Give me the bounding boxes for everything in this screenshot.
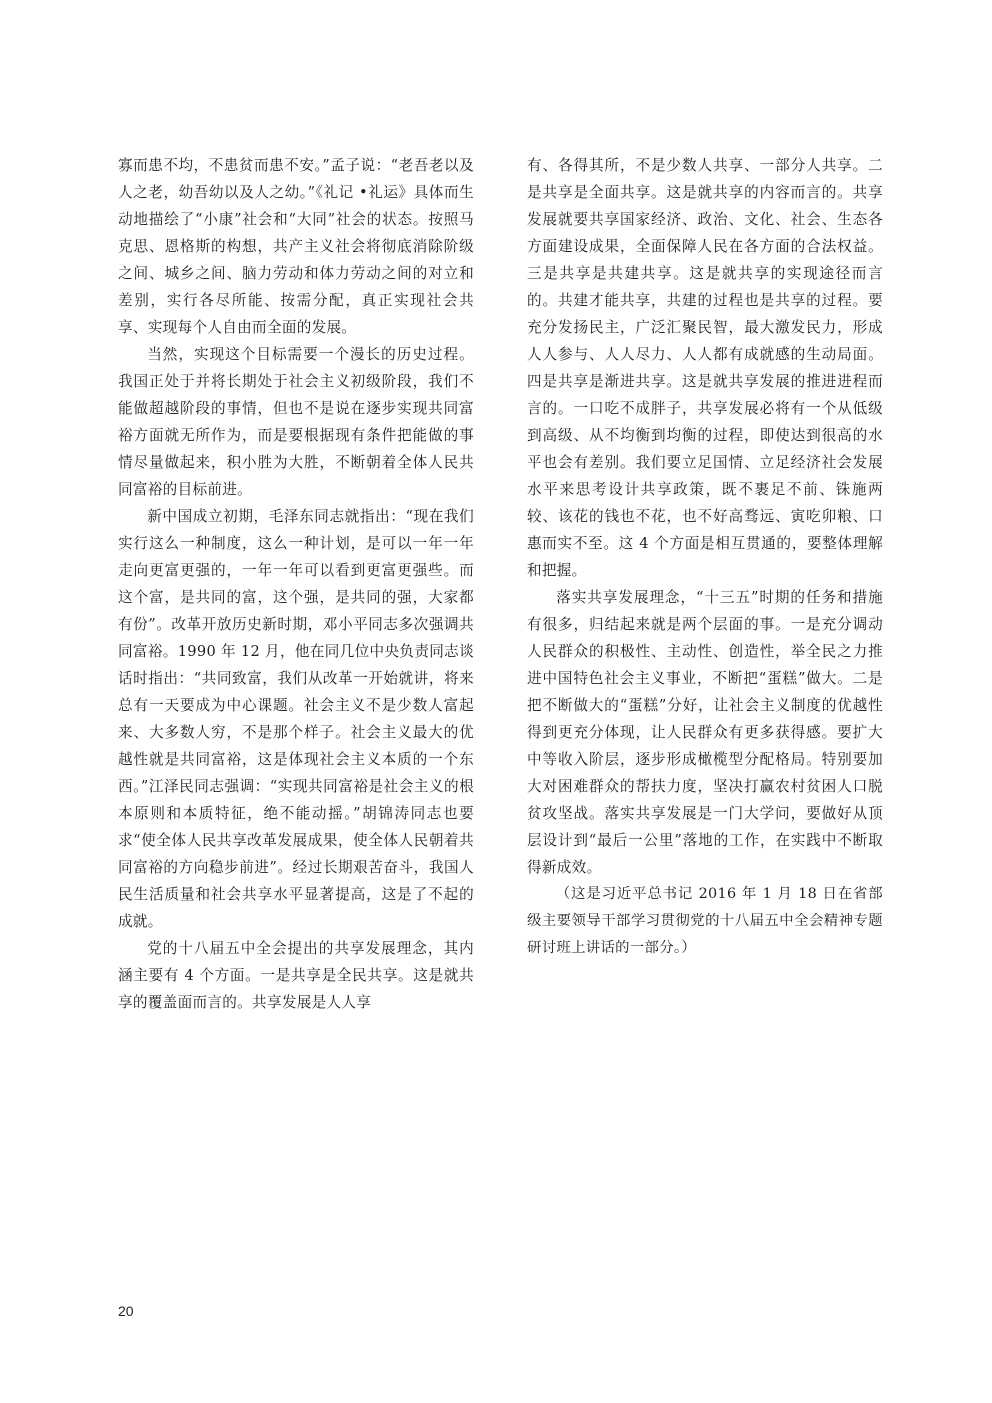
paragraph: 寡而患不均，不患贫而患不安。”孟子说：“老吾老以及人之老，幼吾幼以及人之幼。”《礼记 •礼运》具体而生动地描绘了“小康”社会和“大同”社会的状态。按照马克思、恩格斯的构想，共产主义社会将彻底消除阶级之间、城乡之间、脑力劳动和体力劳动之间的对立和差别，实行各尽所能、按需分配，真正实现社会共享、实现每个人自由而全面的发展。 xyxy=(118,157,474,336)
paragraph: 落实共享发展理念，“十三五”时期的任务和措施有很多，归结起来就是两个层面的事。一是充分调动人民群众的积极性、主动性、创造性，举全民之力推进中国特色社会主义事业，不断把“蛋糕”做大。二是把不断做大的“蛋糕”分好，让社会主义制度的优越性得到更充分体现，让人民群众有更多获得感。要扩大中等收入阶层，逐步形成橄榄型分配格局。特别要加大对困难群众的帮扶力度，坚决打赢农村贫困人口脱贫攻坚战。落实共享发展是一门大学问，要做好从顶层设计到“最后一公里”落地的工作，在实践中不断取得新成效。 xyxy=(527,589,883,876)
left-text-column xyxy=(118,152,474,1016)
source-note: （这是习近平总书记 2016 年 1 月 18 日在省部级主要领导干部学习贯彻党的十八届五中全会精神专题研讨班上讲话的一部分。） xyxy=(527,886,883,956)
paragraph: 党的十八届五中全会提出的共享发展理念，其内涵主要有 4 个方面。一是共享是全民共享。这是就共享的覆盖面而言的。共享发展是人人享 xyxy=(118,940,474,1011)
paragraph: 新中国成立初期，毛泽东同志就指出：“现在我们实行这么一种制度，这么一种计划，是可以一年一年走向更富更强的，一年一年可以看到更富更强些。而这个富，是共同的富，这个强，是共同的强，大家都有份”。改革开放历史新时期，邓小平同志多次强调共同富裕。1990 年 12 月，他在同几位中央负责同志谈话时指出：“共同致富，我们从改革一开始就讲，将来总有一天要成为中心课题。社会主义不是少数人富起来、大多数人穷，不是那个样子。社会主义最大的优越性就是共同富裕，这是体现社会主义本质的一个东西。”江泽民同志强调：“实现共同富裕是社会主义的根本原则和本质特征，绝不能动摇。”胡锦涛同志也要求“使全体人民共享改革发展成果，使全体人民朝着共同富裕的方向稳步前进”。经过长期艰苦奋斗，我国人民生活质量和社会共享水平显著提高，这是了不起的成就。 xyxy=(118,508,474,930)
paragraph: 当然，实现这个目标需要一个漫长的历史过程。我国正处于并将长期处于社会主义初级阶段，我们不能做超越阶段的事情，但也不是说在逐步实现共同富裕方面就无所作为，而是要根据现有条件把能做的事情尽量做起来，积小胜为大胜，不断朝着全体人民共同富裕的目标前进。 xyxy=(118,346,474,498)
right-text-column xyxy=(527,152,883,962)
page-number: 20 xyxy=(118,1303,134,1319)
paragraph: 有、各得其所，不是少数人共享、一部分人共享。二是共享是全面共享。这是就共享的内容而言的。共享发展就要共享国家经济、政治、文化、社会、生态各方面建设成果，全面保障人民在各方面的合法权益。三是共享是共建共享。这是就共享的实现途径而言的。共建才能共享，共建的过程也是共享的过程。要充分发扬民主，广泛汇聚民智，最大激发民力，形成人人参与、人人尽力、人人都有成就感的生动局面。四是共享是渐进共享。这是就共享发展的推进进程而言的。一口吃不成胖子，共享发展必将有一个从低级到高级、从不均衡到均衡的过程，即使达到很高的水平也会有差别。我们要立足国情、立足经济社会发展水平来思考设计共享政策，既不裹足不前、铢施两较、该花的钱也不花，也不好高骛远、寅吃卯粮、口惠而实不至。这 4 个方面是相互贯通的，要整体理解和把握。 xyxy=(527,157,883,579)
